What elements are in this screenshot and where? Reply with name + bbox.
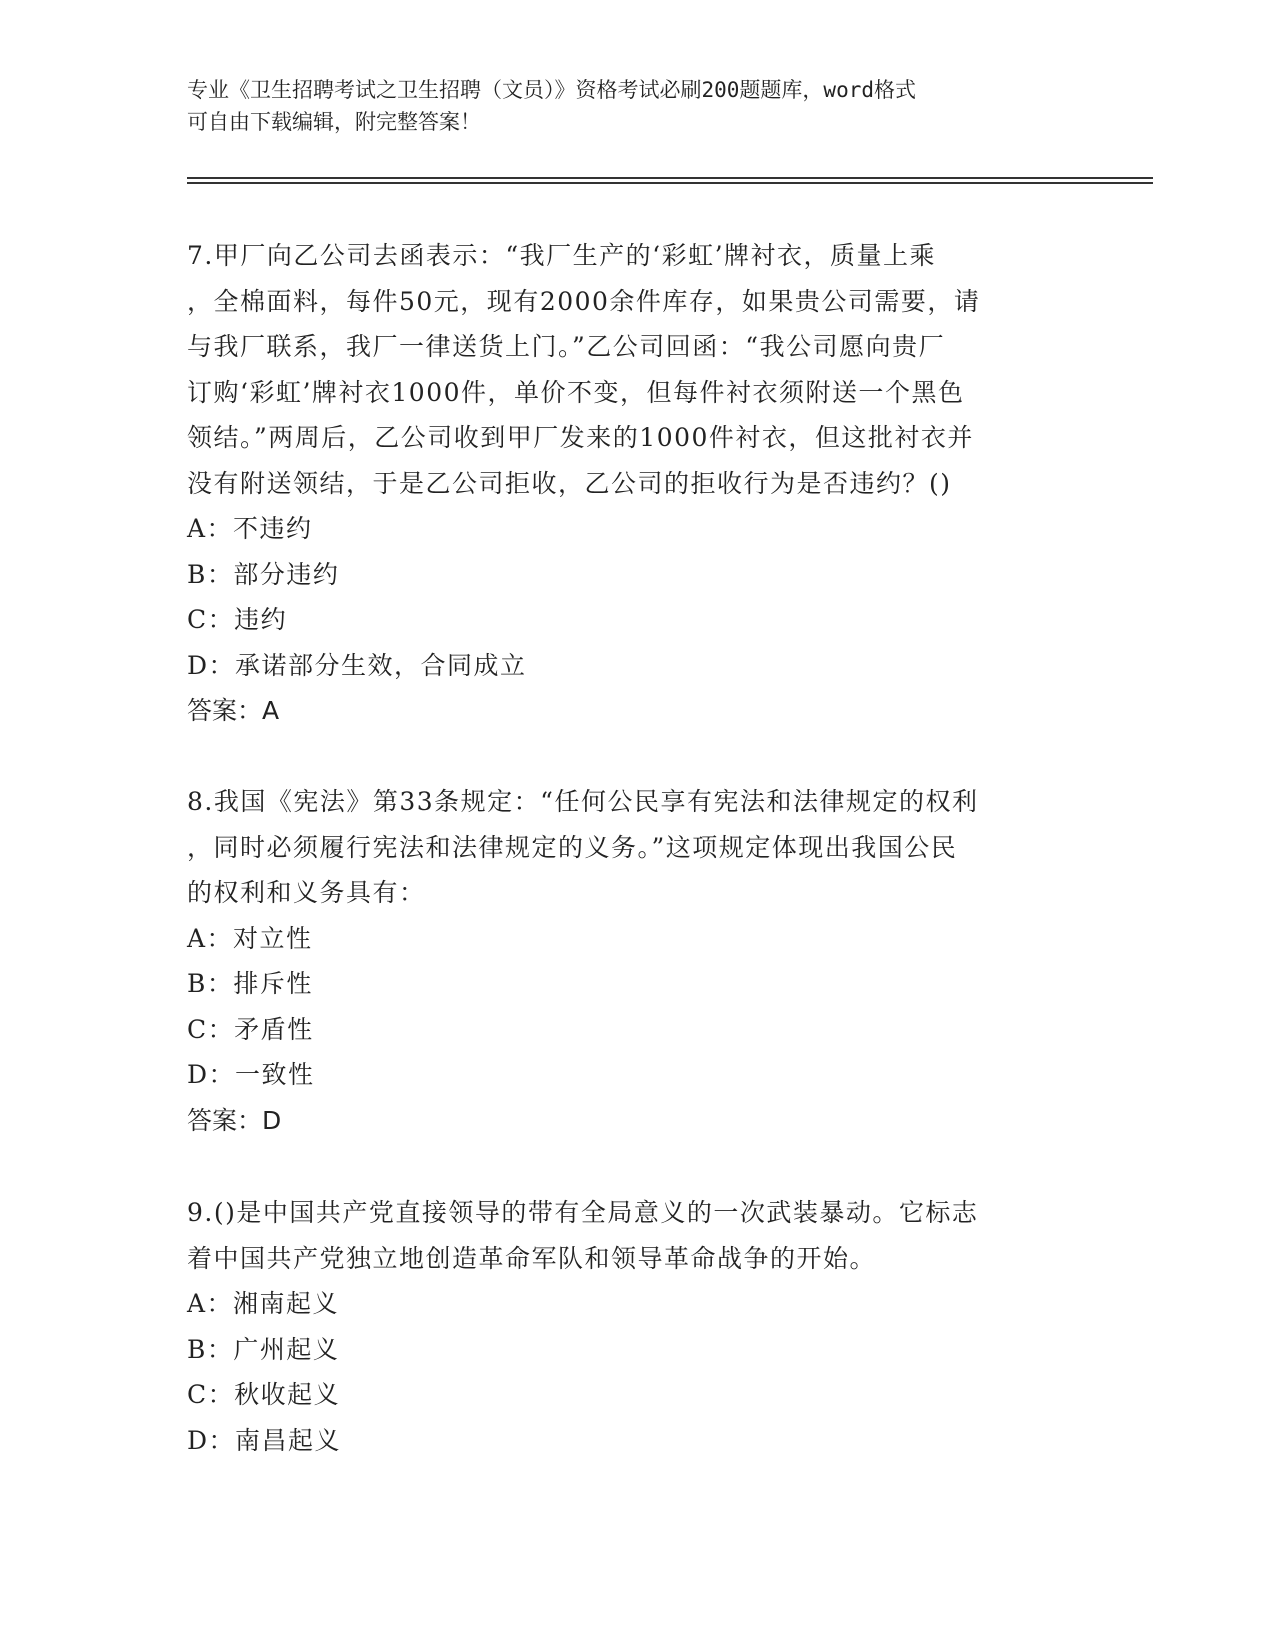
option-d: D：承诺部分生效，合同成立 xyxy=(187,650,527,680)
question-text-line: 的权利和义务具有： xyxy=(187,878,426,907)
question-text-line: 与我厂联系，我厂一律送货上门。”乙公司回函：“我公司愿向贵厂 xyxy=(187,332,946,361)
option-b: B：部分违约 xyxy=(187,559,340,589)
question-text-line: 订购‘彩虹’牌衬衣1000件，单价不变，但每件衬衣须附送一个黑色 xyxy=(187,377,965,407)
option-a: A：对立性 xyxy=(187,923,313,953)
option-a: A：湘南起义 xyxy=(187,1289,340,1318)
answer-line: 答案：A xyxy=(187,696,280,725)
question-7 xyxy=(187,233,1077,734)
question-text-line: 8.我国《宪法》第33条规定：“任何公民享有宪法和法律规定的权利 xyxy=(187,787,979,816)
question-text-line: 着中国共产党独立地创造革命军队和领导革命战争的开始。 xyxy=(187,1243,877,1273)
option-b: B：排斥性 xyxy=(187,969,313,998)
question-9 xyxy=(187,1190,1077,1463)
option-c: C：违约 xyxy=(187,605,288,634)
option-c: C：矛盾性 xyxy=(187,1014,314,1044)
option-d: D：南昌起义 xyxy=(187,1425,342,1455)
option-d: D：一致性 xyxy=(187,1060,315,1089)
header-subtitle-line: 可自由下载编辑，附完整答案！ xyxy=(187,110,481,134)
question-text-line: 领结。”两周后，乙公司收到甲厂发来的1000件衬衣，但这批衬衣并 xyxy=(187,423,974,452)
question-8 xyxy=(187,779,1077,1143)
document-header xyxy=(187,74,1067,138)
question-text-line: ，全棉面料，每件50元，现有2000余件库存，如果贵公司需要，请 xyxy=(187,286,981,316)
question-text-line: ，同时必须履行宪法和法律规定的义务。”这项规定体现出我国公民 xyxy=(187,832,958,862)
header-divider-bottom xyxy=(187,182,1153,184)
header-divider-top xyxy=(187,177,1153,179)
question-text-line: 7.甲厂向乙公司去函表示：“我厂生产的‘彩虹’牌衬衣，质量上乘 xyxy=(187,241,937,270)
question-text-line: 9.()是中国共产党直接领导的带有全局意义的一次武装暴动。它标志 xyxy=(187,1198,979,1227)
question-text-line: 没有附送领结，于是乙公司拒收，乙公司的拒收行为是否违约？() xyxy=(187,468,952,498)
option-c: C：秋收起义 xyxy=(187,1380,341,1409)
header-title-line: 专业《卫生招聘考试之卫生招聘（文员）》资格考试必刷200题题库，word格式 xyxy=(187,78,916,102)
answer-line: 答案：D xyxy=(187,1105,282,1135)
option-a: A：不违约 xyxy=(187,514,313,543)
option-b: B：广州起义 xyxy=(187,1334,340,1364)
